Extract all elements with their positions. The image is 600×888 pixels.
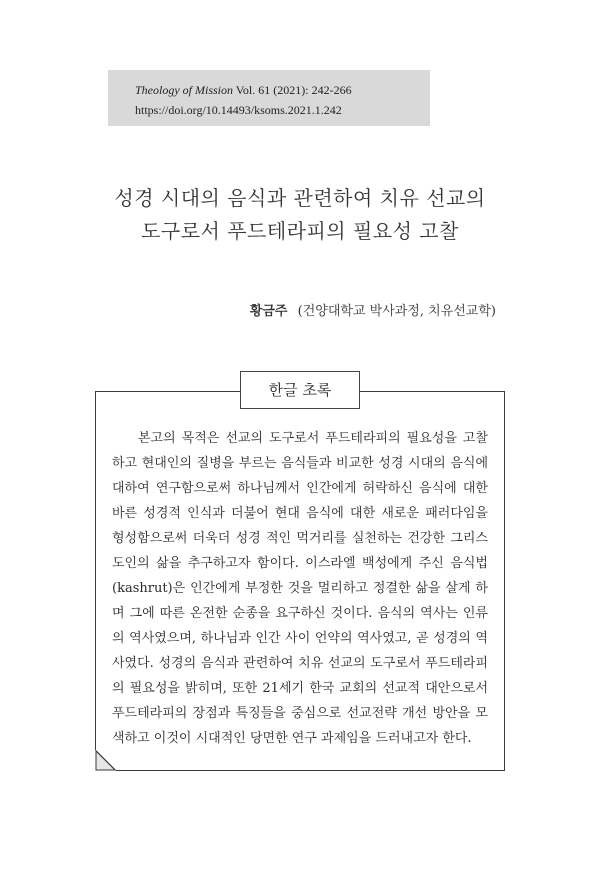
- volume-pages: Vol. 61 (2021): 242-266: [235, 83, 352, 97]
- citation-line: [135, 80, 430, 100]
- doi-link[interactable]: https://doi.org/10.14493/ksoms.2021.1.242: [135, 103, 342, 117]
- author-line: [250, 300, 496, 319]
- citation-header: [108, 70, 430, 126]
- paper-title-line-2: 도구로서 푸드테라피의 필요성 고찰: [141, 219, 459, 243]
- paper-title-line-1: 성경 시대의 음식과 관련하여 치유 선교의: [114, 186, 486, 210]
- abstract-label: 한글 초록: [240, 371, 360, 409]
- abstract-body: 본고의 목적은 선교의 도구로서 푸드테라피의 필요성을 고찰하고 현대인의 질병을 부르는 음식들과 비교한 성경 시대의 음식에 대하여 연구함으로써 하나님께서 인간에게 허락하신 음식에 대한 바른 성경적 인식과 더불어 현대 음식에 대한 새로운 패러다임을 형성함으로써 더욱더 성경 적인 먹거리를 실천하는 건강한 그리스도인의 삶을 추구하고자 함이다. 이스라엘 백성에게 주신 음식법(kashrut)은 인간에게 부정한 것을 멀리하고 정결한 삶을 살게 하며 그에 따른 온전한 순종을 요구하신 것이다. 음식의 역사는 인류의 역사였으며, 하나님과 인간 사이 언약의 역사였고, 곧 성경의 역사였다. 성경의 음식과 관련하여 치유 선교의 도구로서 푸드테라피의 필요성을 밝히며, 또한 21세기 한국 교회의 선교적 대안으로서 푸드테라피의 장점과 특징들을 중심으로 선교전략 개선 방안을 모색하고 이것이 시대적인 당면한 연구 과제임을 드러내고자 한다.: [112, 431, 488, 746]
- journal-name: Theology of Mission: [135, 83, 233, 97]
- author-name: 황금주: [249, 304, 288, 319]
- folded-corner-icon: [95, 750, 116, 771]
- author-affiliation: (건양대학교 박사과정, 치유선교학): [297, 304, 496, 319]
